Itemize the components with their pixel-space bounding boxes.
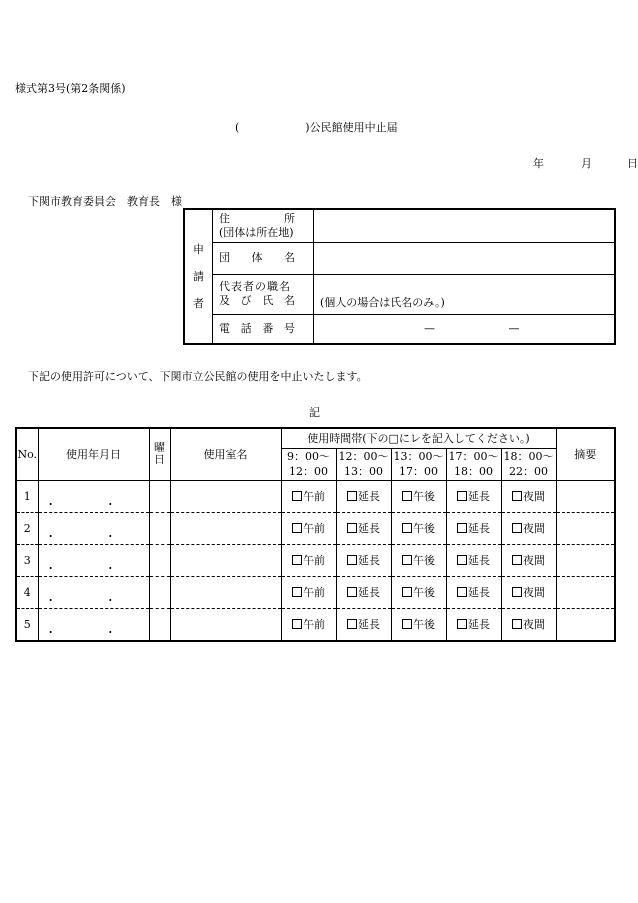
timeslot-label: 延長	[468, 586, 490, 599]
date-cell[interactable]: . .	[38, 576, 149, 608]
timeslot-checkbox[interactable]	[512, 523, 522, 533]
timeslot-checkbox[interactable]	[457, 555, 467, 565]
timeslot-cell	[391, 480, 446, 512]
timeslot-checkbox[interactable]	[347, 523, 357, 533]
timeslot-header: 12：00〜 13：00	[336, 448, 391, 480]
row-number: 2	[16, 512, 38, 544]
usage-table	[15, 427, 616, 642]
table-row	[16, 608, 615, 641]
timeslot-label: 延長	[358, 554, 380, 567]
timeslot-header: 9：00〜 12：00	[281, 448, 336, 480]
timeslot-label: 夜間	[523, 554, 545, 567]
representative-label: 代表者の職名 及 び 氏 名	[213, 274, 314, 314]
header-weekday: 曜 日	[149, 428, 170, 480]
table-row	[16, 480, 615, 512]
timeslot-label: 夜間	[523, 490, 545, 503]
timeslot-cell	[501, 512, 556, 544]
timeslot-checkbox[interactable]	[402, 587, 412, 597]
remarks-cell[interactable]	[556, 608, 615, 641]
timeslot-cell	[281, 480, 336, 512]
timeslot-checkbox[interactable]	[292, 555, 302, 565]
room-cell[interactable]	[170, 576, 281, 608]
timeslot-label: 午後	[413, 522, 435, 535]
document-title: ( )公民館使用中止届	[235, 121, 398, 134]
statement: 下記の使用許可について、下関市立公民館の使用を中止いたします。	[28, 370, 368, 383]
timeslot-label: 午前	[303, 618, 325, 631]
timeslot-checkbox[interactable]	[457, 523, 467, 533]
representative-field[interactable]	[314, 274, 616, 314]
day-label: 日	[627, 157, 638, 170]
timeslot-label: 午後	[413, 490, 435, 503]
remarks-cell[interactable]	[556, 512, 615, 544]
timeslot-checkbox[interactable]	[512, 555, 522, 565]
address-field[interactable]	[314, 209, 616, 242]
phone-dash-1: —	[424, 322, 435, 336]
table-row	[16, 544, 615, 576]
timeslot-cell	[391, 544, 446, 576]
timeslot-label: 延長	[468, 618, 490, 631]
timeslot-checkbox[interactable]	[402, 523, 412, 533]
form-number: 様式第3号(第2条関係)	[15, 82, 126, 95]
applicant-side-label: 申 請 者	[184, 209, 213, 344]
timeslot-label: 夜間	[523, 586, 545, 599]
weekday-cell[interactable]	[149, 576, 170, 608]
timeslot-checkbox[interactable]	[402, 555, 412, 565]
ki-label: 記	[309, 406, 320, 419]
timeslot-label: 延長	[468, 490, 490, 503]
table-row	[16, 576, 615, 608]
timeslot-cell	[391, 576, 446, 608]
weekday-cell[interactable]	[149, 544, 170, 576]
timeslot-label: 午前	[303, 522, 325, 535]
timeslot-cell	[336, 576, 391, 608]
timeslot-checkbox[interactable]	[402, 491, 412, 501]
timeslot-header: 18：00〜 22：00	[501, 448, 556, 480]
timeslot-cell	[501, 480, 556, 512]
timeslot-cell	[336, 512, 391, 544]
timeslot-label: 延長	[468, 522, 490, 535]
date-line	[533, 155, 638, 171]
timeslot-checkbox[interactable]	[347, 587, 357, 597]
room-cell[interactable]	[170, 544, 281, 576]
timeslot-checkbox[interactable]	[512, 619, 522, 629]
timeslot-cell	[446, 544, 501, 576]
timeslot-cell	[336, 480, 391, 512]
timeslot-cell	[281, 576, 336, 608]
weekday-cell[interactable]	[149, 608, 170, 641]
address-label: 住 所 (団体は所在地)	[213, 209, 314, 242]
timeslot-cell	[281, 512, 336, 544]
timeslot-header: 13：00〜 17：00	[391, 448, 446, 480]
timeslot-checkbox[interactable]	[402, 619, 412, 629]
organization-label: 団 体 名	[213, 242, 314, 274]
timeslot-checkbox[interactable]	[292, 491, 302, 501]
timeslot-label: 午前	[303, 586, 325, 599]
header-remarks: 摘要	[556, 428, 615, 480]
timeslot-checkbox[interactable]	[292, 619, 302, 629]
applicant-table	[183, 208, 616, 345]
timeslot-cell	[501, 576, 556, 608]
timeslot-cell	[391, 608, 446, 641]
timeslot-label: 午後	[413, 554, 435, 567]
timeslot-checkbox[interactable]	[512, 491, 522, 501]
timeslot-cell	[446, 480, 501, 512]
timeslot-label: 午前	[303, 554, 325, 567]
remarks-cell[interactable]	[556, 576, 615, 608]
year-label: 年	[533, 157, 544, 170]
date-cell[interactable]: . .	[38, 480, 149, 512]
header-no: No.	[16, 428, 38, 480]
month-label: 月	[581, 157, 592, 170]
remarks-cell[interactable]	[556, 544, 615, 576]
phone-dash-2: —	[508, 322, 520, 336]
table-row	[16, 512, 615, 544]
representative-note: (個人の場合は氏名のみ。)	[320, 296, 445, 309]
weekday-cell[interactable]	[149, 480, 170, 512]
timeslot-cell	[501, 544, 556, 576]
timeslot-label: 午前	[303, 490, 325, 503]
timeslot-checkbox[interactable]	[292, 523, 302, 533]
timeslot-checkbox[interactable]	[347, 491, 357, 501]
timeslot-label: 延長	[358, 522, 380, 535]
header-date: 使用年月日	[38, 428, 149, 480]
timeslot-label: 夜間	[523, 522, 545, 535]
timeslot-checkbox[interactable]	[347, 619, 357, 629]
timeslot-checkbox[interactable]	[292, 587, 302, 597]
addressee: 下関市教育委員会 教育長 様	[28, 195, 182, 208]
timeslot-checkbox[interactable]	[457, 587, 467, 597]
remarks-cell[interactable]	[556, 480, 615, 512]
phone-label: 電 話 番 号	[213, 314, 314, 344]
room-cell[interactable]	[170, 512, 281, 544]
header-room: 使用室名	[170, 428, 281, 480]
timeslot-checkbox[interactable]	[457, 491, 467, 501]
room-cell[interactable]	[170, 480, 281, 512]
weekday-cell[interactable]	[149, 512, 170, 544]
timeslot-cell	[446, 576, 501, 608]
header-timeslots: 使用時間帯(下の□にレを記入してください。)	[281, 428, 556, 448]
date-cell[interactable]: . .	[38, 512, 149, 544]
timeslot-checkbox[interactable]	[347, 555, 357, 565]
timeslot-cell	[281, 544, 336, 576]
date-cell[interactable]: . .	[38, 608, 149, 641]
row-number: 4	[16, 576, 38, 608]
timeslot-checkbox[interactable]	[457, 619, 467, 629]
phone-field[interactable]	[314, 314, 616, 344]
date-cell[interactable]: . .	[38, 544, 149, 576]
row-number: 1	[16, 480, 38, 512]
timeslot-header: 17：00〜 18：00	[446, 448, 501, 480]
timeslot-label: 午後	[413, 618, 435, 631]
timeslot-cell	[446, 512, 501, 544]
timeslot-label: 延長	[468, 554, 490, 567]
timeslot-label: 延長	[358, 490, 380, 503]
row-number: 3	[16, 544, 38, 576]
timeslot-label: 延長	[358, 618, 380, 631]
timeslot-cell	[281, 608, 336, 641]
timeslot-checkbox[interactable]	[512, 587, 522, 597]
timeslot-cell	[336, 608, 391, 641]
timeslot-cell	[446, 608, 501, 641]
timeslot-cell	[501, 608, 556, 641]
timeslot-label: 延長	[358, 586, 380, 599]
timeslot-cell	[336, 544, 391, 576]
timeslot-label: 午後	[413, 586, 435, 599]
organization-field[interactable]	[314, 242, 616, 274]
row-number: 5	[16, 608, 38, 641]
room-cell[interactable]	[170, 608, 281, 641]
timeslot-cell	[391, 512, 446, 544]
timeslot-label: 夜間	[523, 618, 545, 631]
